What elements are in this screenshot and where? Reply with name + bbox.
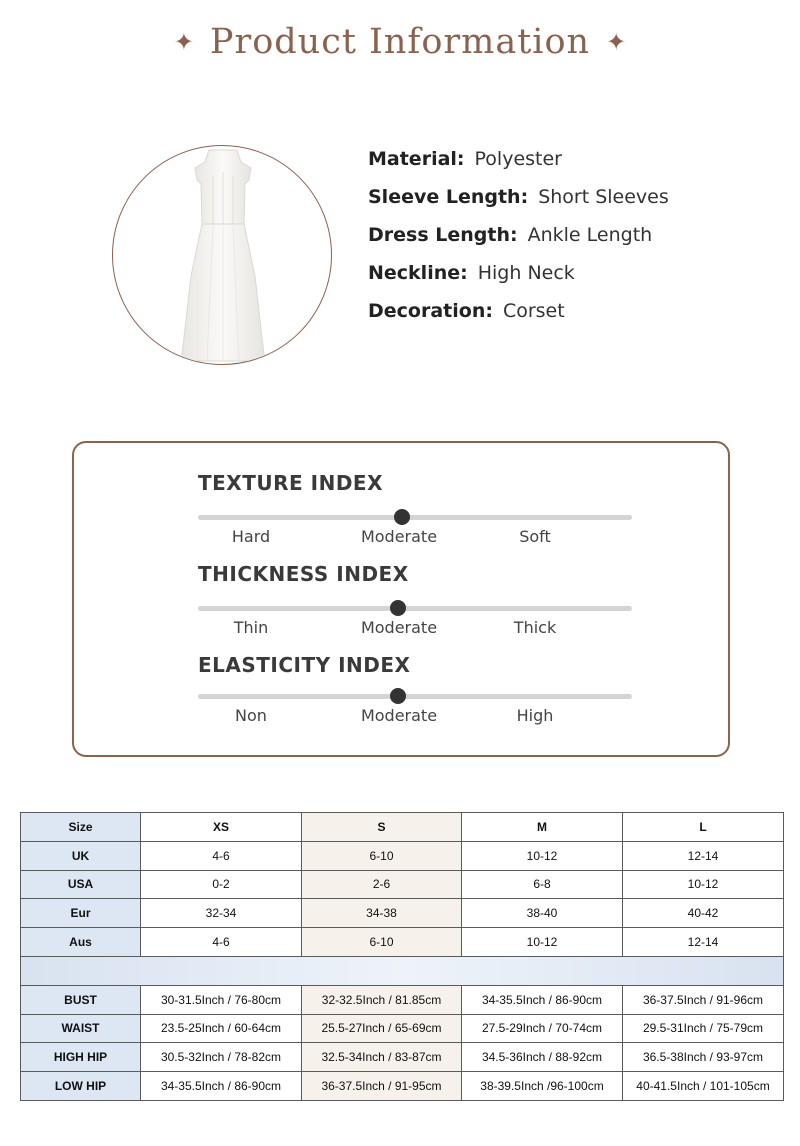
index-label-high: Thick [513, 618, 557, 637]
table-header-cell: M [462, 813, 623, 842]
table-row [21, 985, 784, 1014]
info-value: Corset [502, 300, 565, 322]
index-level-knob [390, 688, 406, 704]
table-cell: 6-8 [462, 870, 623, 899]
table-cell: 4-6 [141, 928, 302, 957]
table-cell: 23.5-25Inch / 60-64cm [141, 1014, 302, 1043]
info-value: Short Sleeves [538, 186, 669, 208]
fabric-index-panel [72, 441, 730, 757]
table-row-header: UK [21, 841, 141, 870]
table-header-cell: L [623, 813, 784, 842]
index-label-low: Hard [231, 527, 271, 546]
index-track [198, 515, 632, 520]
info-label: Decoration: [368, 300, 493, 322]
table-cell: 30-31.5Inch / 76-80cm [141, 985, 302, 1014]
table-divider-cell [21, 956, 784, 985]
index-track [198, 694, 632, 699]
table-cell: 4-6 [141, 841, 302, 870]
table-row [21, 870, 784, 899]
table-cell: 40-42 [623, 899, 784, 928]
index-label-mid: Moderate [360, 527, 438, 546]
info-label: Material: [368, 148, 465, 170]
index-label-mid: Moderate [360, 618, 438, 637]
index-track [198, 606, 632, 611]
table-cell: 38-40 [462, 899, 623, 928]
table-row [21, 899, 784, 928]
index-label-high: High [516, 706, 554, 725]
info-label: Sleeve Length: [368, 186, 529, 208]
table-row-header: WAIST [21, 1014, 141, 1043]
thickness-index [198, 562, 632, 637]
dress-illustration [113, 146, 332, 365]
table-row [21, 1014, 784, 1043]
index-label-mid: Moderate [360, 706, 438, 725]
page-title: Product Information [209, 22, 591, 62]
table-cell: 6-10 [302, 841, 462, 870]
table-cell: 38-39.5Inch /96-100cm [462, 1072, 623, 1101]
table-row [21, 1072, 784, 1101]
info-row-decoration [368, 292, 669, 330]
table-row [21, 1043, 784, 1072]
index-title: ELASTICITY INDEX [198, 653, 411, 677]
table-cell: 10-12 [623, 870, 784, 899]
table-cell: 6-10 [302, 928, 462, 957]
product-info-list [368, 140, 669, 330]
table-cell: 34-35.5Inch / 86-90cm [141, 1072, 302, 1101]
table-cell: 36-37.5Inch / 91-96cm [623, 985, 784, 1014]
table-cell: 34-35.5Inch / 86-90cm [462, 985, 623, 1014]
info-row-material [368, 140, 669, 178]
table-cell: 32.5-34Inch / 83-87cm [302, 1043, 462, 1072]
table-divider-row [21, 956, 784, 985]
table-cell: 36.5-38Inch / 93-97cm [623, 1043, 784, 1072]
table-cell: 34-38 [302, 899, 462, 928]
table-cell: 10-12 [462, 928, 623, 957]
table-row-header: Aus [21, 928, 141, 957]
index-level-knob [394, 509, 410, 525]
index-label-low: Thin [233, 618, 269, 637]
info-label: Dress Length: [368, 224, 518, 246]
size-chart-table [20, 812, 784, 1101]
table-cell: 25.5-27Inch / 65-69cm [302, 1014, 462, 1043]
page-title-row [0, 18, 800, 66]
sparkle-icon-left: ✦ [173, 28, 194, 56]
table-row-header: HIGH HIP [21, 1043, 141, 1072]
table-cell: 12-14 [623, 928, 784, 957]
table-row-header: BUST [21, 985, 141, 1014]
product-photo [112, 145, 332, 365]
table-cell: 40-41.5Inch / 101-105cm [623, 1072, 784, 1101]
info-row-dress-length [368, 216, 669, 254]
table-cell: 27.5-29Inch / 70-74cm [462, 1014, 623, 1043]
index-title: THICKNESS INDEX [198, 562, 409, 586]
table-header-row [21, 813, 784, 842]
info-row-neckline [368, 254, 669, 292]
index-label-high: Soft [519, 527, 551, 546]
table-row-header: Eur [21, 899, 141, 928]
table-row-header: USA [21, 870, 141, 899]
table-cell: 34.5-36Inch / 88-92cm [462, 1043, 623, 1072]
table-cell: 0-2 [141, 870, 302, 899]
table-header-cell: Size [21, 813, 141, 842]
table-cell: 10-12 [462, 841, 623, 870]
info-label: Neckline: [368, 262, 468, 284]
table-row [21, 928, 784, 957]
table-row [21, 841, 784, 870]
info-value: Ankle Length [527, 224, 653, 246]
table-row-header: LOW HIP [21, 1072, 141, 1101]
table-cell: 32-32.5Inch / 81.85cm [302, 985, 462, 1014]
sparkle-icon-right: ✦ [606, 28, 627, 56]
table-cell: 12-14 [623, 841, 784, 870]
texture-index [198, 471, 632, 546]
table-header-cell: S [302, 813, 462, 842]
table-cell: 29.5-31Inch / 75-79cm [623, 1014, 784, 1043]
index-level-knob [390, 600, 406, 616]
table-cell: 30.5-32Inch / 78-82cm [141, 1043, 302, 1072]
info-value: High Neck [477, 262, 575, 284]
table-cell: 32-34 [141, 899, 302, 928]
info-row-sleeve-length [368, 178, 669, 216]
table-cell: 2-6 [302, 870, 462, 899]
elasticity-index [198, 653, 632, 725]
info-value: Polyester [474, 148, 562, 170]
index-label-low: Non [235, 706, 267, 725]
index-title: TEXTURE INDEX [198, 471, 383, 495]
table-cell: 36-37.5Inch / 91-95cm [302, 1072, 462, 1101]
table-header-cell: XS [141, 813, 302, 842]
